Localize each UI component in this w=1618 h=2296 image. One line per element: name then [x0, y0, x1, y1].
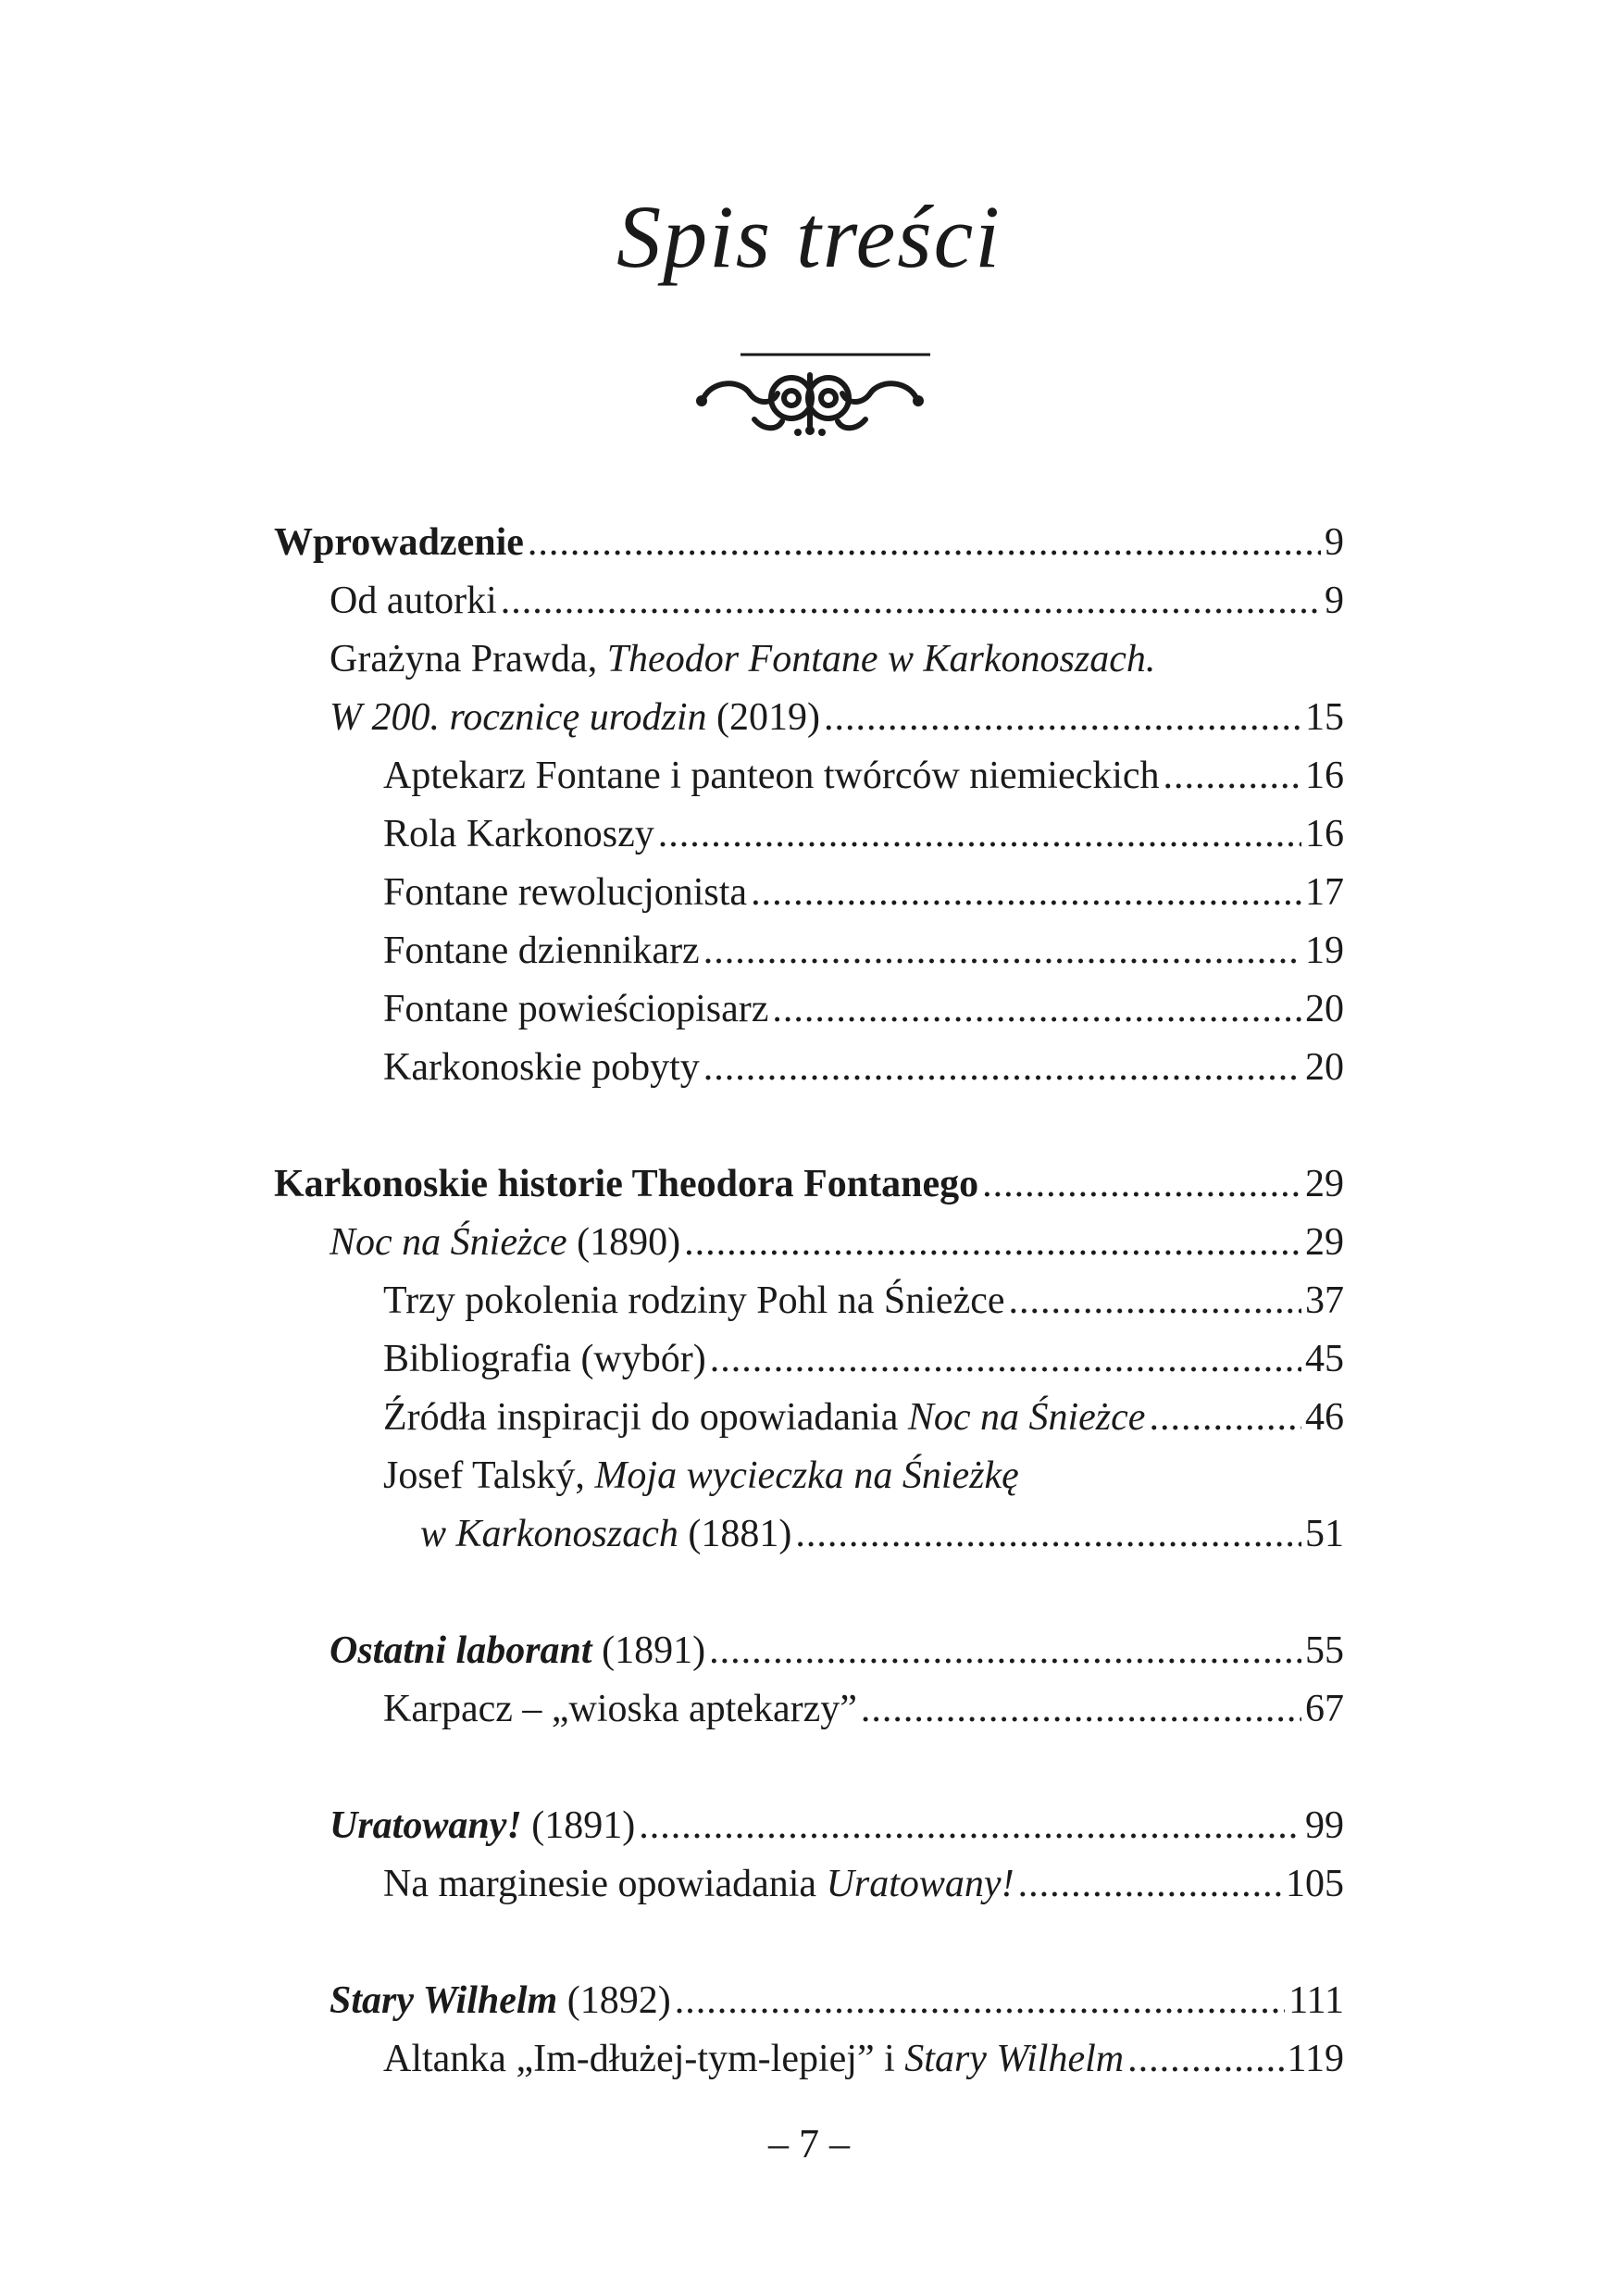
page-ref: 17: [1305, 871, 1344, 914]
entry-title: Stary Wilhelm (1892): [330, 1979, 671, 2022]
page-ref: 46: [1305, 1396, 1344, 1439]
toc-entry[interactable]: [274, 1972, 1344, 2030]
page-ref: 19: [1305, 930, 1344, 972]
entry-title: Trzy pokolenia rodziny Pohl na Śnieżce: [383, 1279, 1005, 1322]
leader-dots: [1018, 1855, 1282, 1914]
page-ref: 111: [1288, 1979, 1344, 2022]
leader-dots: [658, 805, 1301, 864]
leader-dots: [982, 1155, 1301, 1214]
toc-entry[interactable]: [274, 1855, 1344, 1914]
leader-dots: [501, 572, 1321, 630]
toc-entry[interactable]: [274, 572, 1344, 630]
toc-entry[interactable]: [274, 1155, 1344, 1214]
entry-title: Noc na Śnieżce (1890): [330, 1221, 681, 1264]
leader-dots: [1149, 1389, 1301, 1447]
leader-dots: [528, 514, 1321, 572]
entry-title: Karkonoskie pobyty: [383, 1046, 700, 1089]
entry-title: Na marginesie opowiadania Uratowany!: [383, 1863, 1014, 1905]
toc-entry[interactable]: [274, 805, 1344, 864]
leader-dots: [751, 864, 1301, 922]
leader-dots: [703, 1039, 1301, 1097]
leader-dots: [1127, 2030, 1283, 2089]
section-gap: [274, 1564, 1344, 1622]
entry-title: W 200. rocznicę urodzin (2019): [330, 696, 820, 739]
entry-title: w Karkonoszach (1881): [420, 1513, 792, 1555]
leader-dots: [824, 689, 1301, 747]
toc-entry[interactable]: [274, 2030, 1344, 2089]
page-ref: 16: [1305, 813, 1344, 855]
ornament-flourish-icon: [685, 347, 935, 440]
page-ref: 9: [1325, 521, 1344, 564]
toc-entry[interactable]: [274, 1797, 1344, 1855]
toc-entry[interactable]: [274, 922, 1344, 980]
section-gap: [274, 1914, 1344, 1972]
page-ref: 51: [1305, 1513, 1344, 1555]
entry-title: Uratowany! (1891): [330, 1804, 636, 1847]
leader-dots: [1164, 747, 1301, 805]
toc-entry[interactable]: [274, 980, 1344, 1039]
section-gap: [274, 1739, 1344, 1797]
entry-title: Josef Talský, Moja wycieczka na Śnieżkę: [383, 1454, 1019, 1497]
section-gap: [274, 1097, 1344, 1155]
page-ref: 55: [1305, 1629, 1344, 1672]
leader-dots: [639, 1797, 1301, 1855]
page-ref: 67: [1305, 1688, 1344, 1730]
entry-title: Fontane powieściopisarz: [383, 988, 769, 1030]
page-ref: 15: [1305, 696, 1344, 739]
toc-entry[interactable]: [274, 864, 1344, 922]
leader-dots: [772, 980, 1301, 1039]
page-ref: 45: [1305, 1338, 1344, 1380]
table-of-contents: [274, 514, 1344, 2089]
toc-entry[interactable]: [274, 1680, 1344, 1739]
page-ref: 9: [1325, 580, 1344, 622]
entry-title: Wprowadzenie: [274, 521, 524, 564]
page-ref: 119: [1287, 2038, 1344, 2080]
page-number: – 7 –: [768, 2121, 850, 2166]
leader-dots: [1009, 1272, 1302, 1330]
toc-entry[interactable]: [274, 630, 1344, 689]
toc-entry[interactable]: [274, 1389, 1344, 1447]
entry-title: Karpacz – „wioska aptekarzy”: [383, 1688, 857, 1730]
entry-title: Karkonoskie historie Theodora Fontanego: [274, 1163, 979, 1205]
entry-title: Rola Karkonoszy: [383, 813, 654, 855]
page-ref: 29: [1305, 1221, 1344, 1264]
toc-entry[interactable]: [274, 1505, 1344, 1564]
page-ref: 20: [1305, 1046, 1344, 1089]
page-ref: 16: [1305, 755, 1344, 797]
toc-entry[interactable]: [274, 1622, 1344, 1680]
toc-entry[interactable]: [274, 747, 1344, 805]
toc-entry[interactable]: [274, 1447, 1344, 1505]
page-ref: 37: [1305, 1279, 1344, 1322]
leader-dots: [684, 1214, 1301, 1272]
page-title: Spis treści: [616, 187, 1002, 286]
entry-title: Fontane dziennikarz: [383, 930, 700, 972]
leader-dots: [709, 1622, 1301, 1680]
toc-entry[interactable]: [274, 689, 1344, 747]
page-ref: 105: [1286, 1863, 1344, 1905]
entry-title: Bibliografia (wybór): [383, 1338, 706, 1380]
page-ref: 29: [1305, 1163, 1344, 1205]
leader-dots: [861, 1680, 1301, 1739]
leader-dots: [710, 1330, 1301, 1389]
toc-entry[interactable]: [274, 514, 1344, 572]
leader-dots: [675, 1972, 1285, 2030]
leader-dots: [703, 922, 1301, 980]
entry-title: Grażyna Prawda, Theodor Fontane w Karkonoszach.: [330, 638, 1156, 680]
entry-title: Od autorki: [330, 580, 497, 622]
page-ref: 20: [1305, 988, 1344, 1030]
page-ref: 99: [1305, 1804, 1344, 1847]
toc-entry[interactable]: [274, 1272, 1344, 1330]
entry-title: Altanka „Im-dłużej-tym-lepiej” i Stary Wilhelm: [383, 2038, 1125, 2080]
entry-title: Ostatni laborant (1891): [330, 1629, 706, 1672]
entry-title: Aptekarz Fontane i panteon twórców niemieckich: [383, 755, 1160, 797]
entry-title: Źródła inspiracji do opowiadania Noc na Śnieżce: [383, 1396, 1146, 1439]
toc-entry[interactable]: [274, 1330, 1344, 1389]
entry-title: Fontane rewolucjonista: [383, 871, 748, 914]
toc-entry[interactable]: [274, 1214, 1344, 1272]
toc-entry[interactable]: [274, 1039, 1344, 1097]
leader-dots: [795, 1505, 1301, 1564]
